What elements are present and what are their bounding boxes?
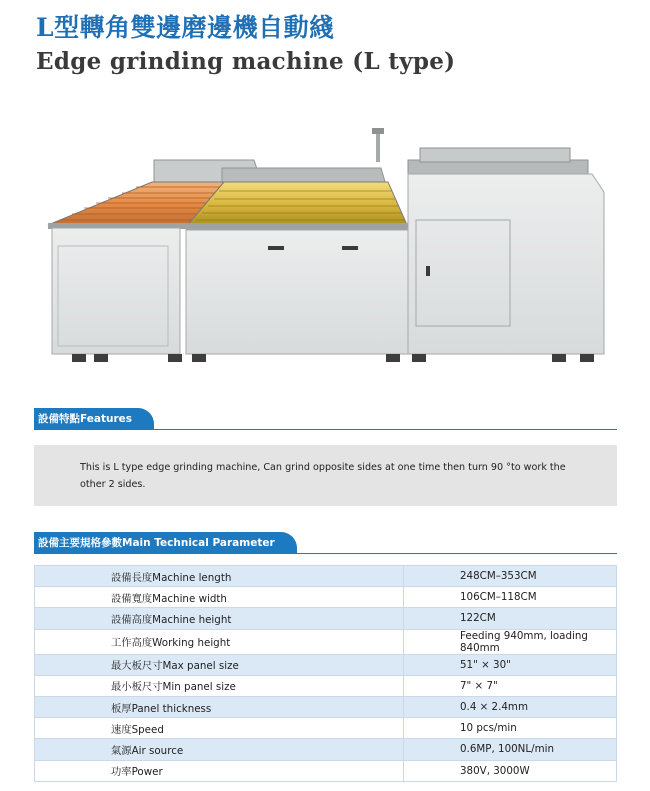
param-label: 設備寬度Machine width (35, 587, 404, 608)
param-value: 380V, 3000W (404, 760, 617, 781)
features-text: This is L type edge grinding machine, Can grind opposite sides at one time then turn 90 °to work the other 2 sides. (34, 445, 617, 506)
parameters-table (34, 565, 617, 782)
param-label: 速度Speed (35, 718, 404, 739)
table-row (35, 760, 617, 781)
title-chinese: L型轉角雙邊磨邊機自動綫 (36, 13, 335, 42)
table-row (35, 696, 617, 717)
param-label: 設備長度Machine length (35, 566, 404, 587)
param-value: 0.6MP, 100NL/min (404, 739, 617, 760)
title-english: Edge grinding machine (L type) (36, 48, 456, 75)
parameters-divider (34, 553, 617, 554)
table-row (35, 608, 617, 629)
param-label: 氣源Air source (35, 739, 404, 760)
param-value: 122CM (404, 608, 617, 629)
table-row (35, 566, 617, 587)
param-label: 設備高度Machine height (35, 608, 404, 629)
table-row (35, 675, 617, 696)
param-value: 51" × 30" (404, 654, 617, 675)
param-value: 10 pcs/min (404, 718, 617, 739)
features-divider (34, 429, 617, 430)
table-row (35, 718, 617, 739)
machine-photo (36, 120, 616, 382)
param-label: 功率Power (35, 760, 404, 781)
table-row (35, 629, 617, 654)
param-value: 248CM–353CM (404, 566, 617, 587)
features-header (34, 408, 617, 430)
param-value: 0.4 × 2.4mm (404, 696, 617, 717)
parameters-heading: 設備主要規格參數Main Technical Parameter (34, 532, 297, 554)
features-heading: 設備特點Features (34, 408, 154, 430)
table-row (35, 654, 617, 675)
table-row (35, 739, 617, 760)
param-label: 工作高度Working height (35, 629, 404, 654)
param-label: 板厚Panel thickness (35, 696, 404, 717)
param-label: 最大板尺寸Max panel size (35, 654, 404, 675)
param-value: 7" × 7" (404, 675, 617, 696)
param-value: 106CM–118CM (404, 587, 617, 608)
table-row (35, 587, 617, 608)
param-label: 最小板尺寸Min panel size (35, 675, 404, 696)
parameters-header (34, 532, 617, 554)
param-value: Feeding 940mm, loading 840mm (404, 629, 617, 654)
